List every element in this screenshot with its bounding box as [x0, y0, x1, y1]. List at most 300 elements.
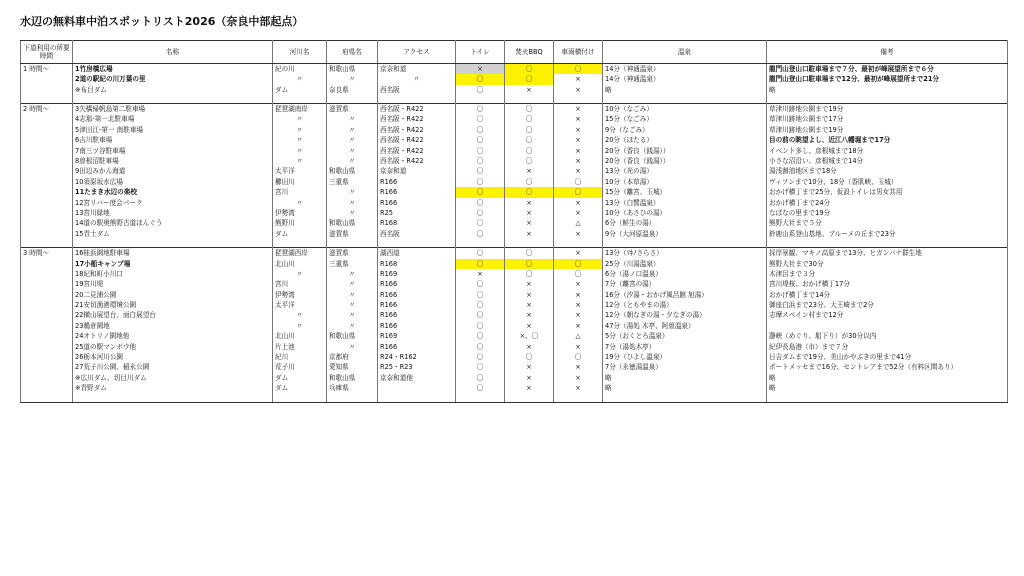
fire-bbq-cell: 〇 — [505, 352, 554, 362]
toilet-cell: 〇 — [456, 279, 505, 289]
onsen-cell: 7分（永徳湯温泉） — [603, 363, 767, 373]
toilet-cell: 〇 — [456, 248, 505, 259]
spot-name-cell: 13宮川緑地 — [73, 208, 273, 218]
spot-name-cell: 17小船キャンプ場 — [73, 259, 273, 269]
table-row — [21, 64, 1008, 75]
spacer-cell — [603, 239, 767, 248]
car-access-cell: 〇 — [554, 187, 603, 197]
car-access-cell: 〇 — [554, 269, 603, 279]
note-cell: なばなの里まで19分 — [767, 208, 1008, 218]
onsen-cell: 47分（湯処 木亭、阿曽温泉） — [603, 321, 767, 331]
prefecture-cell: 滋賀県 — [327, 229, 378, 239]
spot-name-cell: 4志那-第一北駐車場 — [73, 115, 273, 125]
note-cell: 御座白浜まで23分、大王崎まで2分 — [767, 300, 1008, 310]
note-cell: 略 — [767, 85, 1008, 95]
time-cell: 2 時間～ — [21, 104, 73, 115]
note-cell: 熊野大社まで30分 — [767, 259, 1008, 269]
table-row — [21, 311, 1008, 321]
river-cell: 宮川 — [273, 187, 327, 197]
time-cell — [21, 85, 73, 95]
spacer-cell — [273, 95, 327, 104]
river-cell: 紀の川 — [273, 64, 327, 75]
prefecture-cell: 京都府 — [327, 352, 378, 362]
fire-bbq-cell: × — [505, 383, 554, 393]
prefecture-cell: 〃 — [327, 74, 378, 84]
col-header-pref: 府県名 — [327, 41, 378, 64]
river-cell: 伊勢湾 — [273, 208, 327, 218]
note-cell: 宮川堤桜、おかげ横丁17分 — [767, 279, 1008, 289]
spot-name-cell: 9田辺みかん海道 — [73, 167, 273, 177]
spacer-cell — [273, 239, 327, 248]
time-cell — [21, 218, 73, 228]
spot-name-cell: 12宮リバー度会パーク — [73, 198, 273, 208]
car-access-cell: × — [554, 311, 603, 321]
spacer-cell — [327, 394, 378, 403]
prefecture-cell: 〃 — [327, 135, 378, 145]
note-cell: 採岸景観、マキノ高原まで13分、ヒガンバナ群生地 — [767, 248, 1008, 259]
river-cell: ダム — [273, 383, 327, 393]
note-cell: おかげ横丁まで25分、仮設トイレは男女共用 — [767, 187, 1008, 197]
prefecture-cell: 和歌山県 — [327, 218, 378, 228]
col-header-onsen: 温泉 — [603, 41, 767, 64]
car-access-cell: × — [554, 383, 603, 393]
fire-bbq-cell: 〇 — [505, 64, 554, 75]
fire-bbq-cell: 〇 — [505, 248, 554, 259]
access-cell: 西名阪 — [378, 229, 456, 239]
onsen-cell: 16分（汐湯・おかげ風呂館 旭湯） — [603, 290, 767, 300]
fire-bbq-cell: 〇 — [505, 115, 554, 125]
spacer-cell — [73, 394, 273, 403]
col-header-note: 備考 — [767, 41, 1008, 64]
onsen-cell: 14分（神通温泉） — [603, 64, 767, 75]
time-cell — [21, 373, 73, 383]
time-cell — [21, 300, 73, 310]
river-cell: 〃 — [273, 269, 327, 279]
time-cell — [21, 229, 73, 239]
toilet-cell: 〇 — [456, 104, 505, 115]
note-cell: 龍門山登山口駐車場まで７分、最初が峰展望所まで６分 — [767, 64, 1008, 75]
table-row — [21, 156, 1008, 166]
spot-name-cell: 8曽根沼駐車場 — [73, 156, 273, 166]
spot-name-cell: ※布目ダム — [73, 85, 273, 95]
access-cell: R166 — [378, 290, 456, 300]
spot-name-cell: 22横山展望台、面白展望台 — [73, 311, 273, 321]
toilet-cell: 〇 — [456, 363, 505, 373]
fire-bbq-cell: × — [505, 167, 554, 177]
spot-name-cell: 2道の駅紀の川万葉の里 — [73, 74, 273, 84]
toilet-cell: 〇 — [456, 177, 505, 187]
car-access-cell: × — [554, 125, 603, 135]
toilet-cell: × — [456, 269, 505, 279]
table-row — [21, 167, 1008, 177]
onsen-cell: 10分（あさひの湯） — [603, 208, 767, 218]
spacer-cell — [554, 95, 603, 104]
time-cell — [21, 156, 73, 166]
toilet-cell: 〇 — [456, 74, 505, 84]
access-cell: R166 — [378, 300, 456, 310]
spot-name-cell: 11たまき水辺の楽校 — [73, 187, 273, 197]
group-spacer-row — [21, 95, 1008, 104]
prefecture-cell: 和歌山県 — [327, 373, 378, 383]
toilet-cell: 〇 — [456, 156, 505, 166]
toilet-cell: 〇 — [456, 115, 505, 125]
access-cell: 西名阪・R422 — [378, 115, 456, 125]
note-cell: 熊野大社まで５分 — [767, 218, 1008, 228]
table-body — [21, 64, 1008, 403]
prefecture-cell: 〃 — [327, 321, 378, 331]
table-row — [21, 321, 1008, 331]
onsen-cell: 15分（離宮、玉城） — [603, 187, 767, 197]
time-cell: 3 時間～ — [21, 248, 73, 259]
time-cell — [21, 279, 73, 289]
spot-name-cell: 24オトリノ園地他 — [73, 331, 273, 341]
note-cell — [767, 321, 1008, 331]
onsen-cell: 7分（離宮の湯） — [603, 279, 767, 289]
spot-name-cell: 14道の駅奥熊野古道ほんぐう — [73, 218, 273, 228]
spot-name-cell: ※広川ダム、切目川ダム — [73, 373, 273, 383]
note-cell: 瀞峡（めぐり、船下り）が30分以内 — [767, 331, 1008, 341]
page-title: 水辺の無料車中泊スポットリスト2026（奈良中部起点） — [20, 15, 304, 28]
car-access-cell: × — [554, 198, 603, 208]
table-row — [21, 290, 1008, 300]
access-cell — [378, 383, 456, 393]
river-cell: 紀川 — [273, 352, 327, 362]
spot-name-cell: 1竹房橋広場 — [73, 64, 273, 75]
note-cell: 略 — [767, 373, 1008, 383]
onsen-cell: 13分（光の湯） — [603, 167, 767, 177]
spacer-cell — [327, 239, 378, 248]
spot-name-cell: ※青野ダム — [73, 383, 273, 393]
fire-bbq-cell: 〇 — [505, 146, 554, 156]
spacer-cell — [603, 394, 767, 403]
river-cell: 〃 — [273, 135, 327, 145]
access-cell: R24・R162 — [378, 352, 456, 362]
col-header-fire-bbq: 焚火BBQ — [505, 41, 554, 64]
river-cell: ダム — [273, 373, 327, 383]
access-cell: 〃 — [378, 74, 456, 84]
onsen-cell: 15分（なごみ） — [603, 115, 767, 125]
note-cell: イベント多し、彦根城まで18分 — [767, 146, 1008, 156]
access-cell: R25・R23 — [378, 363, 456, 373]
onsen-cell: 6分（鮮生の湯） — [603, 218, 767, 228]
prefecture-cell: 〃 — [327, 125, 378, 135]
river-cell: 〃 — [273, 198, 327, 208]
fire-bbq-cell: 〇 — [505, 74, 554, 84]
access-cell: 西名阪・R422 — [378, 125, 456, 135]
river-cell: 熊野川 — [273, 218, 327, 228]
toilet-cell: 〇 — [456, 85, 505, 95]
access-cell: 京奈和道 — [378, 167, 456, 177]
header-row — [21, 41, 1008, 64]
prefecture-cell: 〃 — [327, 208, 378, 218]
spacer-cell — [21, 394, 73, 403]
time-cell — [21, 198, 73, 208]
onsen-cell: 13分（白鷺温泉） — [603, 198, 767, 208]
spacer-cell — [767, 239, 1008, 248]
river-cell: 〃 — [273, 321, 327, 331]
prefecture-cell: 和歌山県 — [327, 64, 378, 75]
car-access-cell: × — [554, 208, 603, 218]
car-access-cell: × — [554, 321, 603, 331]
note-cell: 目の前の眺望よし、近江八幡堀まで17分 — [767, 135, 1008, 145]
time-cell — [21, 167, 73, 177]
spacer-cell — [378, 239, 456, 248]
group-spacer-row — [21, 239, 1008, 248]
spacer-cell — [767, 394, 1008, 403]
prefecture-cell: 三重県 — [327, 259, 378, 269]
prefecture-cell: 兵庫県 — [327, 383, 378, 393]
prefecture-cell: 〃 — [327, 187, 378, 197]
spacer-cell — [73, 95, 273, 104]
fire-bbq-cell: 〇 — [505, 104, 554, 115]
spacer-cell — [73, 239, 273, 248]
toilet-cell: 〇 — [456, 135, 505, 145]
prefecture-cell: 〃 — [327, 311, 378, 321]
time-cell — [21, 290, 73, 300]
spacer-cell — [505, 394, 554, 403]
spacer-cell — [554, 394, 603, 403]
river-cell: 太平洋 — [273, 300, 327, 310]
access-cell: R166 — [378, 198, 456, 208]
table-row — [21, 373, 1008, 383]
onsen-cell: 25分（川湯温泉） — [603, 259, 767, 269]
fire-bbq-cell: 〇 — [505, 187, 554, 197]
fire-bbq-cell: × — [505, 342, 554, 352]
toilet-cell: 〇 — [456, 198, 505, 208]
river-cell: 〃 — [273, 146, 327, 156]
car-access-cell: × — [554, 300, 603, 310]
access-cell: R166 — [378, 321, 456, 331]
car-access-cell: × — [554, 363, 603, 373]
time-cell — [21, 115, 73, 125]
toilet-cell: 〇 — [456, 321, 505, 331]
onsen-cell: 9分（大河原温泉） — [603, 229, 767, 239]
time-cell — [21, 135, 73, 145]
note-cell: ヴィソンまで10分、18分（香肌峡、玉城） — [767, 177, 1008, 187]
access-cell: 西名阪 — [378, 85, 456, 95]
toilet-cell: 〇 — [456, 229, 505, 239]
spot-name-cell: 20二見浦公園 — [73, 290, 273, 300]
car-access-cell: △ — [554, 218, 603, 228]
table-row — [21, 248, 1008, 259]
river-cell: ダム — [273, 85, 327, 95]
spot-name-cell: 15青土ダム — [73, 229, 273, 239]
onsen-cell: 7分（湯処木亭） — [603, 342, 767, 352]
spacer-cell — [767, 95, 1008, 104]
table-row — [21, 363, 1008, 373]
access-cell: R169 — [378, 331, 456, 341]
onsen-cell: 10分（本草湯） — [603, 177, 767, 187]
group-spacer-row — [21, 394, 1008, 403]
onsen-cell: 略 — [603, 373, 767, 383]
col-header-name: 名称 — [73, 41, 273, 64]
car-access-cell: × — [554, 279, 603, 289]
table-row — [21, 74, 1008, 84]
river-cell: 櫛田川 — [273, 177, 327, 187]
river-cell: 〃 — [273, 156, 327, 166]
access-cell: R166 — [378, 177, 456, 187]
river-cell: 〃 — [273, 115, 327, 125]
col-header-access: アクセス — [378, 41, 456, 64]
toilet-cell: × — [456, 64, 505, 75]
prefecture-cell: 〃 — [327, 279, 378, 289]
fire-bbq-cell: × — [505, 373, 554, 383]
onsen-cell: 10分（なごみ） — [603, 104, 767, 115]
river-cell: 宮川 — [273, 279, 327, 289]
prefecture-cell: 〃 — [327, 115, 378, 125]
note-cell: 草津川跡地公園まで17分 — [767, 115, 1008, 125]
onsen-cell: 5分（おくとろ温泉） — [603, 331, 767, 341]
table-row — [21, 342, 1008, 352]
spot-name-cell: 26栃本河川公園 — [73, 352, 273, 362]
table-row — [21, 198, 1008, 208]
col-header-car: 車両横付け — [554, 41, 603, 64]
access-cell: R166 — [378, 311, 456, 321]
col-header-time: 下道利用の所要時間 — [21, 41, 73, 64]
onsen-cell: 20分（ほたる） — [603, 135, 767, 145]
access-cell: R168 — [378, 259, 456, 269]
car-access-cell: × — [554, 146, 603, 156]
car-access-cell: △ — [554, 331, 603, 341]
toilet-cell: 〇 — [456, 342, 505, 352]
onsen-cell: 19分（ひよし温泉） — [603, 352, 767, 362]
col-header-toilet: トイレ — [456, 41, 505, 64]
time-cell — [21, 352, 73, 362]
spot-name-cell: 18紀和町小川口 — [73, 269, 273, 279]
time-cell — [21, 363, 73, 373]
car-access-cell: × — [554, 135, 603, 145]
spot-name-cell: 7南三ツ谷駐車場 — [73, 146, 273, 156]
prefecture-cell: 三重県 — [327, 177, 378, 187]
spacer-cell — [21, 239, 73, 248]
spacer-cell — [378, 394, 456, 403]
river-cell: 琵琶湖西岸 — [273, 248, 327, 259]
spacer-cell — [554, 239, 603, 248]
onsen-cell: 14分（神通温泉） — [603, 74, 767, 84]
spacer-cell — [603, 95, 767, 104]
spacer-cell — [327, 95, 378, 104]
toilet-cell: 〇 — [456, 208, 505, 218]
note-cell: 草津川跡地公園まで19分 — [767, 104, 1008, 115]
time-cell — [21, 208, 73, 218]
note-cell: 湯浅醤油地区まで18分 — [767, 167, 1008, 177]
table-row — [21, 187, 1008, 197]
table-row — [21, 279, 1008, 289]
toilet-cell: 〇 — [456, 146, 505, 156]
time-cell — [21, 125, 73, 135]
river-cell: 伊勢湾 — [273, 290, 327, 300]
table-row — [21, 104, 1008, 115]
spacer-cell — [456, 239, 505, 248]
access-cell: R169 — [378, 269, 456, 279]
onsen-cell: 12分（ともやまの湯） — [603, 300, 767, 310]
time-cell — [21, 146, 73, 156]
car-access-cell: 〇 — [554, 259, 603, 269]
access-cell: R168 — [378, 218, 456, 228]
time-cell — [21, 311, 73, 321]
note-cell: 略 — [767, 383, 1008, 393]
table-row — [21, 300, 1008, 310]
note-cell: 鈴鹿山系登山基地、ブルーメの丘まで23分 — [767, 229, 1008, 239]
note-cell: おかげ横丁まで14分 — [767, 290, 1008, 300]
time-cell: 1 時間～ — [21, 64, 73, 75]
note-cell: 志摩スペイン村まで12分 — [767, 311, 1008, 321]
access-cell: R166 — [378, 279, 456, 289]
note-cell: 龍門山登山口駐車場まで12分、最初が峰展望所まで21分 — [767, 74, 1008, 84]
toilet-cell: 〇 — [456, 187, 505, 197]
prefecture-cell: 和歌山県 — [327, 167, 378, 177]
spot-name-cell: 6吉川駐車場 — [73, 135, 273, 145]
spot-table — [20, 40, 1008, 403]
note-cell: おかげ横丁まで24分 — [767, 198, 1008, 208]
access-cell: 京奈和道 — [378, 64, 456, 75]
toilet-cell: 〇 — [456, 167, 505, 177]
onsen-cell: 略 — [603, 383, 767, 393]
fire-bbq-cell: 〇 — [505, 156, 554, 166]
prefecture-cell: 〃 — [327, 269, 378, 279]
note-cell: 紀伊長島港（市）まで７分 — [767, 342, 1008, 352]
prefecture-cell: 奈良県 — [327, 85, 378, 95]
fire-bbq-cell: × — [505, 229, 554, 239]
onsen-cell: 20分（香良（銭湯）） — [603, 146, 767, 156]
fire-bbq-cell: × — [505, 321, 554, 331]
river-cell: 琵琶湖南岸 — [273, 104, 327, 115]
fire-bbq-cell: × — [505, 290, 554, 300]
prefecture-cell: 愛知県 — [327, 363, 378, 373]
onsen-cell: 略 — [603, 85, 767, 95]
prefecture-cell: 〃 — [327, 290, 378, 300]
car-access-cell: × — [554, 104, 603, 115]
note-cell: 日吉ダムまで19分、美山かやぶきの里まで41分 — [767, 352, 1008, 362]
river-cell: 北山川 — [273, 259, 327, 269]
river-cell: 〃 — [273, 74, 327, 84]
onsen-cell: 12分（朝なぎの湯・夕なぎの湯） — [603, 311, 767, 321]
prefecture-cell: 滋賀県 — [327, 104, 378, 115]
time-cell — [21, 187, 73, 197]
table-row — [21, 259, 1008, 269]
table-row — [21, 115, 1008, 125]
time-cell — [21, 331, 73, 341]
table-row — [21, 269, 1008, 279]
toilet-cell: 〇 — [456, 125, 505, 135]
onsen-cell: 20分（香良（銭湯）） — [603, 156, 767, 166]
table-row — [21, 85, 1008, 95]
prefecture-cell: 〃 — [327, 342, 378, 352]
river-cell: 太平洋 — [273, 167, 327, 177]
spot-name-cell: 16桂浜園地駐車場 — [73, 248, 273, 259]
access-cell: 西名阪・R422 — [378, 135, 456, 145]
river-cell: ダム — [273, 229, 327, 239]
car-access-cell: × — [554, 342, 603, 352]
prefecture-cell: 滋賀県 — [327, 248, 378, 259]
fire-bbq-cell: × — [505, 300, 554, 310]
spot-name-cell: 27荒子川公園、稲永公園 — [73, 363, 273, 373]
fire-bbq-cell: × — [505, 85, 554, 95]
spacer-cell — [505, 239, 554, 248]
prefecture-cell: 〃 — [327, 156, 378, 166]
spacer-cell — [378, 95, 456, 104]
fire-bbq-cell: ×、〇 — [505, 331, 554, 341]
car-access-cell: 〇 — [554, 64, 603, 75]
prefecture-cell: 〃 — [327, 146, 378, 156]
toilet-cell: 〇 — [456, 383, 505, 393]
spot-name-cell: 19宮川堤 — [73, 279, 273, 289]
river-cell: 〃 — [273, 125, 327, 135]
access-cell: R25 — [378, 208, 456, 218]
car-access-cell: × — [554, 74, 603, 84]
spot-name-cell: 23鵜倉園地 — [73, 321, 273, 331]
spot-name-cell: 10須原坂水広場 — [73, 177, 273, 187]
